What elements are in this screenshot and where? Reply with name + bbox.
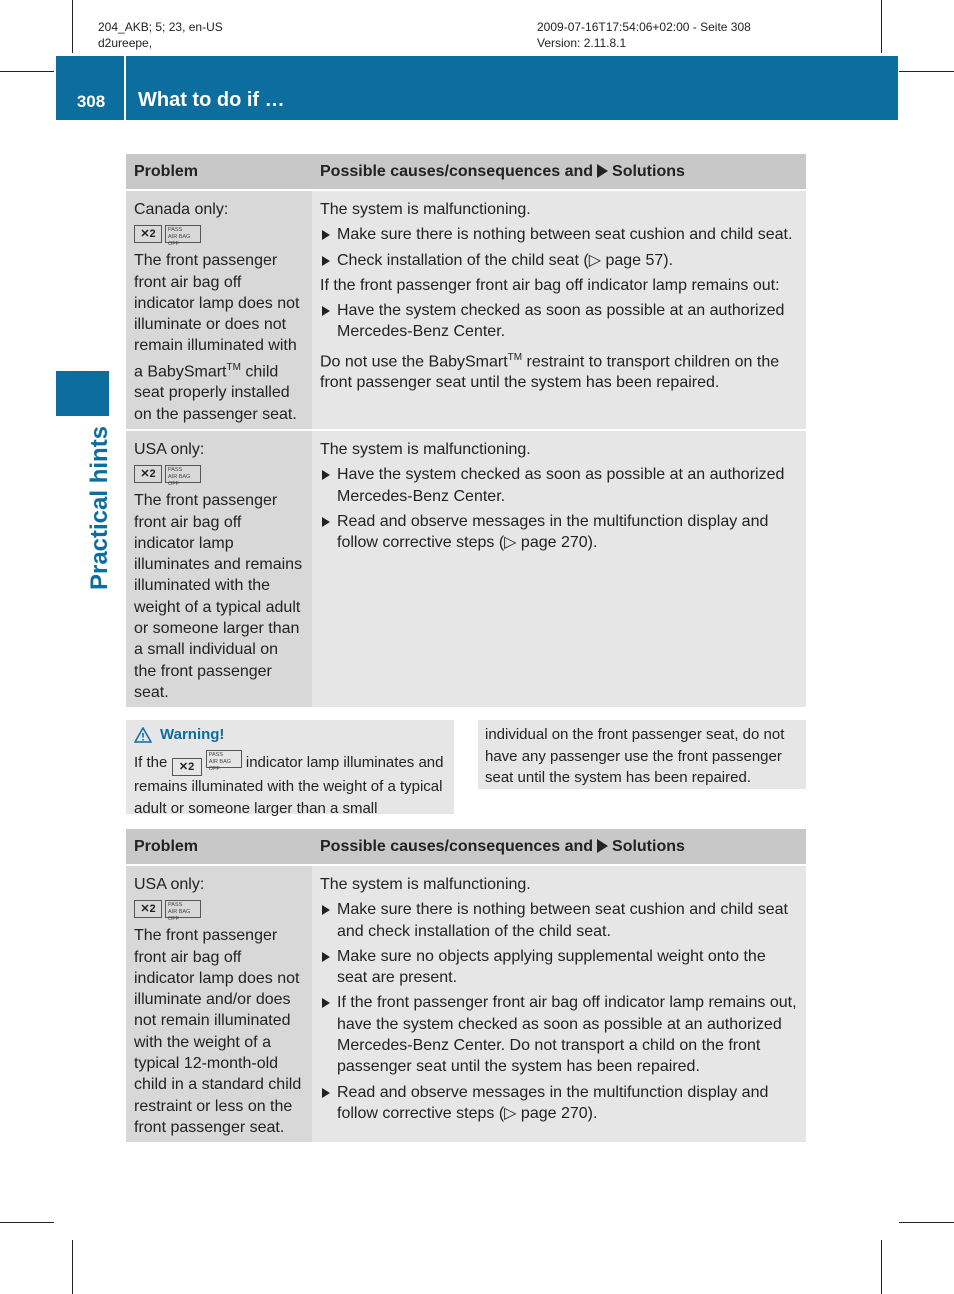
icon-text: PASS <box>168 902 183 909</box>
column-header-problem: Problem <box>126 154 312 190</box>
problem-cell <box>126 430 312 707</box>
solution-cell <box>312 190 806 430</box>
indicator-icons <box>134 224 304 248</box>
crop-mark <box>72 0 73 53</box>
table-row <box>126 430 806 707</box>
warning-title <box>134 726 224 743</box>
problem-text-part: The front passenger front air bag off indicator lamp does not illuminate or does not remain illuminated with a BabySmart <box>134 252 300 381</box>
section-tab <box>56 371 109 416</box>
solution-intro: The system is malfunctioning. <box>320 876 531 893</box>
crop-mark <box>899 71 954 72</box>
table-row <box>126 865 806 1142</box>
warning-text <box>134 750 450 819</box>
crop-mark <box>72 1240 73 1294</box>
problem-table-1 <box>126 154 806 707</box>
crop-mark <box>881 0 882 53</box>
solution-intro: The system is malfunctioning. <box>320 441 531 458</box>
solution-step: Have the system checked as soon as possible at an authorized Mercedes-Benz Center. <box>320 300 798 343</box>
seat-child-icon: ✕2 <box>134 900 162 918</box>
page-number: 308 <box>76 92 106 111</box>
problem-cell <box>126 190 312 430</box>
page-title: What to do if … <box>138 89 285 111</box>
solution-cell <box>312 430 806 707</box>
region-label: USA only: <box>134 441 205 458</box>
table-header-row <box>126 829 806 865</box>
print-meta-left <box>98 19 223 51</box>
problem-table-2 <box>126 829 806 1142</box>
problem-text-part: child seat properly installed on the passenger seat. <box>134 363 297 423</box>
seat-child-icon: ✕2 <box>172 758 202 776</box>
pass-airbag-off-icon <box>165 465 201 488</box>
region-label: Canada only: <box>134 201 229 218</box>
meta-line: d2ureepe, <box>98 36 153 50</box>
solution-step: Have the system checked as soon as possible at an authorized Mercedes-Benz Center. <box>320 464 798 507</box>
solution-note <box>320 347 798 394</box>
arrow-icon <box>597 164 608 178</box>
seat-child-icon: ✕2 <box>134 225 162 243</box>
icon-text: AIR BAG OFF <box>208 759 232 772</box>
header-divider <box>124 56 126 120</box>
solution-cell <box>312 865 806 1142</box>
pass-airbag-off-icon <box>165 225 201 248</box>
header-text: Possible causes/consequences and <box>320 837 594 855</box>
pass-airbag-off-icon <box>206 750 242 772</box>
column-header-solutions <box>312 829 806 865</box>
trademark: TM <box>507 351 523 363</box>
arrow-icon <box>597 839 608 853</box>
note-part: restraint to transport children on the front passenger seat until the system has been repaired. <box>320 353 780 392</box>
print-meta-right <box>537 19 751 51</box>
region-label: USA only: <box>134 876 205 893</box>
section-label: Practical hints <box>86 425 113 591</box>
trademark: TM <box>226 361 241 373</box>
meta-line: 204_AKB; 5; 23, en-US <box>98 20 223 34</box>
solution-step: Make sure there is nothing between seat cushion and child seat and check installation of the child seat. <box>320 899 798 942</box>
column-header-problem: Problem <box>126 829 312 865</box>
solution-note: If the front passenger front air bag off indicator lamp remains out: <box>320 276 780 294</box>
pass-airbag-off-icon <box>165 900 201 923</box>
header-text: Solutions <box>612 837 685 855</box>
solution-step: Read and observe messages in the multifunction display and follow corrective steps (▷ page 270). <box>320 1082 798 1125</box>
solution-intro: The system is malfunctioning. <box>320 201 531 218</box>
icon-text: AIR BAG OFF <box>168 909 191 923</box>
header-text: Solutions <box>612 162 685 180</box>
icon-text: AIR BAG OFF <box>168 474 191 488</box>
column-header-solutions <box>312 154 806 190</box>
problem-cell <box>126 865 312 1142</box>
crop-mark <box>899 1222 954 1223</box>
seat-child-icon: ✕2 <box>134 465 162 483</box>
warning-triangle-icon <box>134 727 152 743</box>
icon-text: PASS <box>168 467 183 474</box>
crop-mark <box>881 1240 882 1294</box>
problem-text <box>134 250 304 425</box>
meta-line: Version: 2.11.8.1 <box>537 36 627 50</box>
icon-text: AIR BAG OFF <box>168 234 191 248</box>
header-text: Possible causes/consequences and <box>320 162 594 180</box>
indicator-icons <box>134 464 304 488</box>
crop-mark <box>0 71 54 72</box>
indicator-icons <box>134 899 304 923</box>
warning-title-text: Warning! <box>160 726 225 743</box>
meta-line: 2009-07-16T17:54:06+02:00 - Seite 308 <box>537 20 751 34</box>
problem-text: The front passenger front air bag off indicator lamp illuminates and remains illuminated with the weight of a typical adult or someone larger than a small individual on the front passenger seat. <box>134 492 303 701</box>
warning-box-continued <box>478 720 806 789</box>
warning-text-part: indicator lamp illuminates and remains illuminated with the weight of a typical adult or someone larger than a small <box>134 754 444 817</box>
solution-step: Make sure there is nothing between seat cushion and child seat. <box>320 224 798 245</box>
solution-step: If the front passenger front air bag off indicator lamp remains out, have the system checked as soon as possible at an authorized Mercedes-Benz Center. Do not transport a child on the front passenger seat until the system has been repaired. <box>320 992 798 1077</box>
note-part: Do not use the BabySmart <box>320 353 508 371</box>
solution-step: Read and observe messages in the multifunction display and follow corrective steps (▷ page 270). <box>320 511 798 554</box>
problem-text: The front passenger front air bag off indicator lamp does not illuminate and/or does not remain illuminated with the weight of a typical 12-month-old child in a standard child restraint or less on the front passenger seat. <box>134 927 302 1136</box>
solution-step: Check installation of the child seat (▷ page 57). <box>320 250 798 271</box>
warning-text-continued: individual on the front passenger seat, do not have any passenger use the front passenger seat until the system has been repaired. <box>485 726 785 786</box>
solution-step: Make sure no objects applying supplemental weight onto the seat are present. <box>320 946 798 989</box>
crop-mark <box>0 1222 54 1223</box>
icon-text: PASS <box>208 752 223 758</box>
warning-box <box>126 720 454 817</box>
table-header-row <box>126 154 806 190</box>
icon-text: PASS <box>168 227 183 234</box>
table-row <box>126 190 806 430</box>
warning-text-part: If the <box>134 754 168 771</box>
